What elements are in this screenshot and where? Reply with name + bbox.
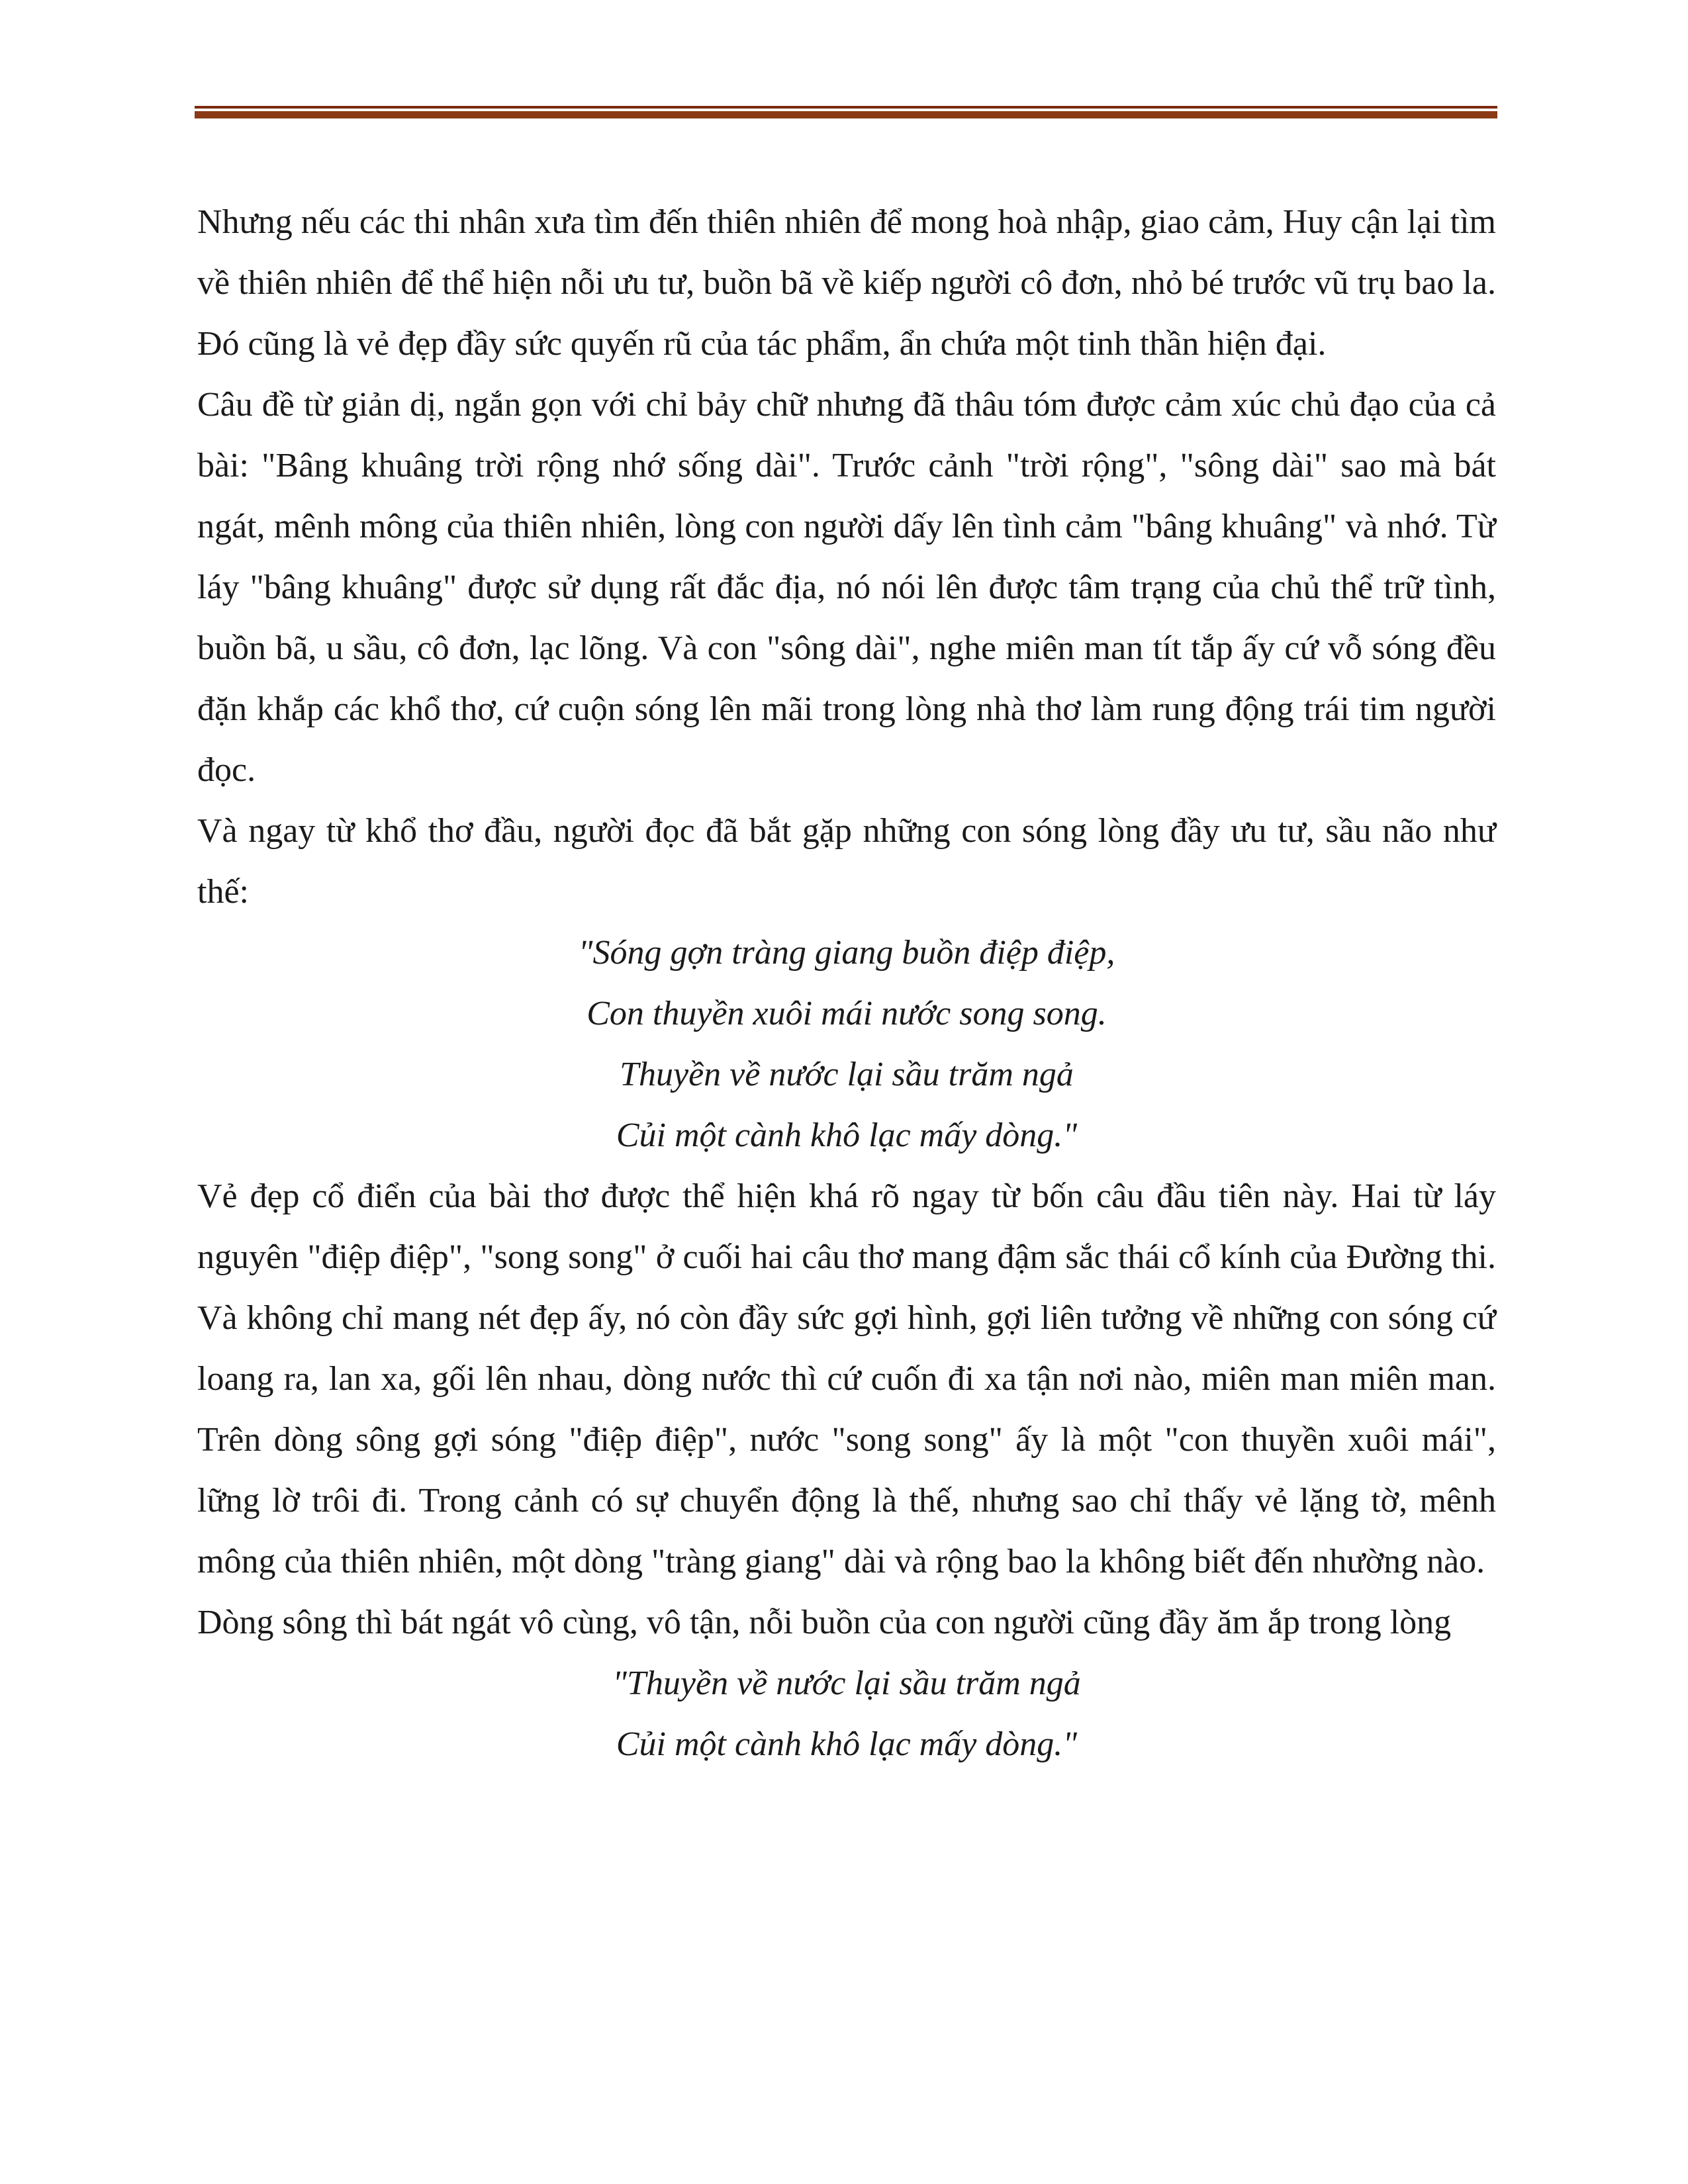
body-content	[197, 192, 1496, 1775]
header-rule	[195, 106, 1497, 118]
paragraph-first-stanza-intro: Và ngay từ khổ thơ đầu, người đọc đã bắt gặp những con sóng lòng đầy ưu tư, sầu não như thế:	[197, 812, 1496, 911]
poem-line: Thuyền về nước lại sầu trăm ngả	[620, 1056, 1074, 1093]
paragraph-endless-river: Dòng sông thì bát ngát vô cùng, vô tận, nỗi buồn của con người cũng đầy ăm ắp trong lòng	[197, 1604, 1452, 1641]
poem-line: Củi một cành khô lạc mấy dòng."	[616, 1116, 1078, 1154]
poem-stanza-2	[197, 1653, 1496, 1775]
poem-line: Củi một cành khô lạc mấy dòng."	[616, 1725, 1078, 1763]
poem-line: Con thuyền xuôi mái nước song song.	[586, 995, 1107, 1032]
poem-stanza-1	[197, 923, 1496, 1166]
paragraph-epigraph: Câu đề từ giản dị, ngắn gọn với chỉ bảy chữ nhưng đã thâu tóm được cảm xúc chủ đạo của cả bài: "Bâng khuâng trời rộng nhớ sống dài". Trước cảnh "trời rộng", "sông dài" sao mà bát ngát, mênh mông của thiên nhiên, lòng con người dấy lên tình cảm "bâng khuâng" và nhớ. Từ láy "bâng khuâng" được sử dụng rất đắc địa, nó nói lên được tâm trạng của chủ thể trữ tình, buồn bã, u sầu, cô đơn, lạc lõng. Và con "sông dài", nghe miên man tít tắp ấy cứ vỗ sóng đều đặn khắp các khổ thơ, cứ cuộn sóng lên mãi trong lòng nhà thơ làm rung động trái tim người đọc.	[197, 386, 1496, 789]
paragraph-intro: Nhưng nếu các thi nhân xưa tìm đến thiên nhiên để mong hoà nhập, giao cảm, Huy cận lại tìm về thiên nhiên để thể hiện nỗi ưu tư, buồn bã về kiếp người cô đơn, nhỏ bé trước vũ trụ bao la. Đó cũng là vẻ đẹp đầy sức quyến rũ của tác phẩm, ẩn chứa một tinh thần hiện đại.	[197, 203, 1496, 363]
header-rule-thick-line	[195, 111, 1497, 118]
poem-line: "Sóng gợn tràng giang buồn điệp điệp,	[578, 934, 1115, 972]
poem-line: "Thuyền về nước lại sầu trăm ngả	[612, 1664, 1081, 1702]
paragraph-classical-beauty: Vẻ đẹp cổ điển của bài thơ được thể hiện khá rõ ngay từ bốn câu đầu tiên này. Hai từ láy nguyên "điệp điệp", "song song" ở cuối hai câu thơ mang đậm sắc thái cổ kính của Đường thi. Và không chỉ mang nét đẹp ấy, nó còn đầy sức gợi hình, gợi liên tưởng về những con sóng cứ loang ra, lan xa, gối lên nhau, dòng nước thì cứ cuốn đi xa tận nơi nào, miên man miên man. Trên dòng sông gợi sóng "điệp điệp", nước "song song" ấy là một "con thuyền xuôi mái", lững lờ trôi đi. Trong cảnh có sự chuyển động là thế, nhưng sao chỉ thấy vẻ lặng tờ, mênh mông của thiên nhiên, một dòng "tràng giang" dài và rộng bao la không biết đến nhường nào.	[197, 1177, 1496, 1580]
